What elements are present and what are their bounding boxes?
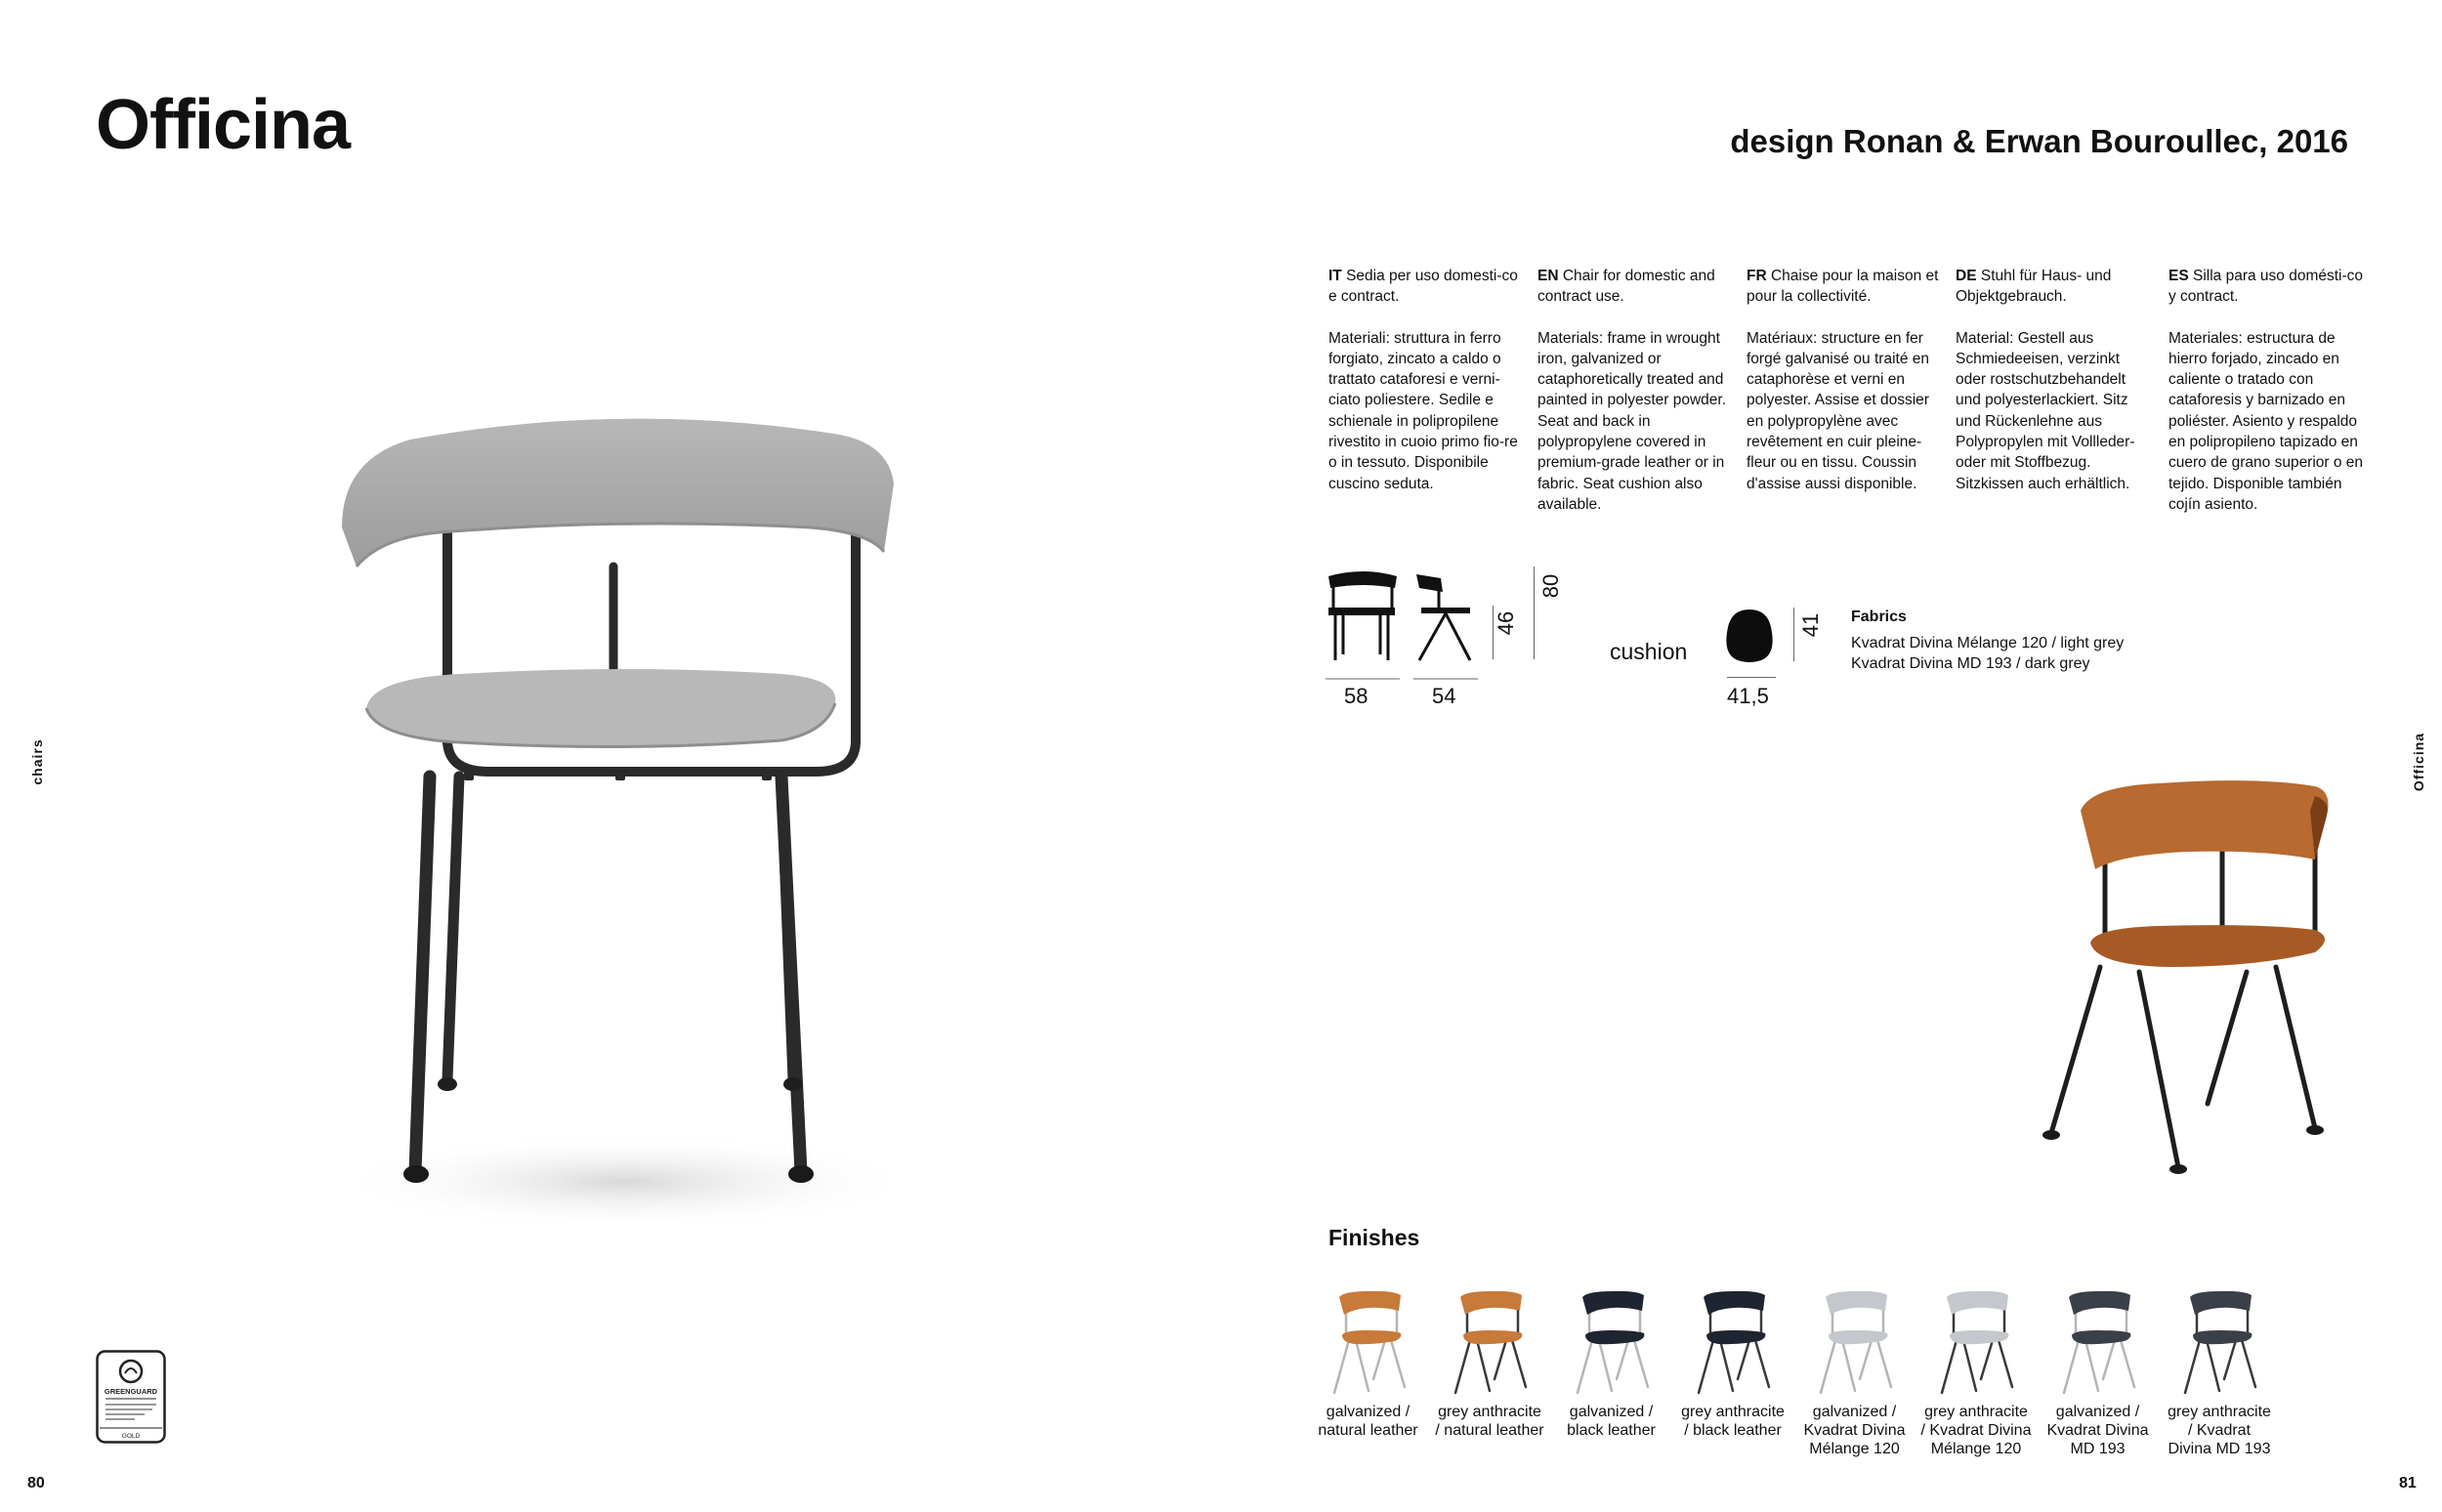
dim-cushion-height: 41: [1798, 612, 1824, 638]
finish-option-5: [1793, 1289, 1916, 1458]
finish-chair-thumbnail: [2175, 1289, 2263, 1397]
designer-credit: design Ronan & Erwan Bouroullec, 2016: [1730, 123, 2348, 159]
height-line: [1534, 567, 1535, 659]
page-number-left: 80: [27, 1475, 45, 1491]
finish-option-1: [1307, 1289, 1429, 1440]
finish-option-6: [1916, 1289, 2038, 1458]
intro-en: Chair for domestic and contract use.: [1537, 268, 1715, 306]
page-number-right: 81: [2399, 1475, 2417, 1491]
cushion-label: cushion: [1610, 639, 1688, 664]
fabric-option: Kvadrat Divina MD 193 / dark grey: [1851, 655, 2090, 672]
dim-cushion-width: 41,5: [1727, 684, 1769, 708]
section-label-right: Officina: [2411, 732, 2426, 792]
page-title: Officina: [96, 86, 351, 164]
intro-de: Stuhl für Haus- und Objektgebrauch.: [1956, 268, 2112, 306]
finish-label-line3: Mélange 120: [1930, 1441, 2022, 1457]
materials-fr: Matériaux: structure en fer forgé galvanisé ou traité en cataphorèse et verni en polyester. Assise et dossier en polypropylène avec revêtement en cuir pleine-fleur ou en tissu. Coussin d'assise aussi disponible.: [1747, 329, 1929, 492]
finish-chair-thumbnail: [1568, 1289, 1656, 1397]
finish-label-line1: grey anthracite: [2168, 1404, 2271, 1420]
finish-label-line2: Kvadrat Divina: [2046, 1422, 2149, 1439]
finish-label-line1: grey anthracite: [1681, 1404, 1785, 1420]
side-view-diagram: [1411, 567, 1480, 684]
dim-height: 80: [1538, 573, 1564, 599]
finish-chair-thumbnail: [1932, 1289, 2020, 1397]
description-it: [1328, 266, 1524, 515]
materials-es: Materiales: estructura de hierro forjado, zincado en caliente o tratado con cataforesis y barnizado en poliéster. Asiento y respaldo en polipropileno tapizado en cuero de grano superior o en tejido. Disponible también cojín asiento.: [2168, 329, 2364, 513]
hero-chair-image: [322, 381, 928, 1260]
materials-en: Materials: frame in wrought iron, galvanized or cataphoretically treated and painted in polyester powder. Seat and back in polypropylene covered in premium-grade leather or in fabric. Seat cushion also available.: [1537, 329, 1727, 513]
finish-label-line2: / natural leather: [1435, 1422, 1544, 1439]
finishes-title: Finishes: [1328, 1225, 1420, 1250]
intro-it: Sedia per uso domesti-co e contract.: [1328, 268, 1518, 306]
description-de: [1956, 266, 2151, 515]
intro-es: Silla para uso domésti-co y contract.: [2168, 268, 2364, 306]
finish-chair-thumbnail: [1689, 1289, 1777, 1397]
finish-label-line1: galvanized /: [1326, 1404, 1410, 1420]
dim-width: 58: [1344, 684, 1368, 708]
dim-seat-height: 46: [1494, 610, 1519, 636]
finish-option-2: [1429, 1289, 1551, 1440]
materials-de: Material: Gestell aus Schmiedeeisen, verzinkt oder rostschutzbehandelt und polyesterlackiert. Sitz und Rückenlehne aus Polypropylen mit Vollleder-oder mit Stoffbezug. Sitzkissen auch erhältlich.: [1956, 329, 2135, 492]
svg-text:GREENGUARD: GREENGUARD: [104, 1387, 158, 1396]
finish-label-line3: MD 193: [2070, 1441, 2126, 1457]
intro-fr: Chaise pour la maison et pour la collectivité.: [1747, 268, 1939, 306]
finish-chair-thumbnail: [1446, 1289, 1534, 1397]
finish-chair-thumbnail: [1325, 1289, 1412, 1397]
finish-chair-thumbnail: [2054, 1289, 2142, 1397]
finish-option-4: [1672, 1289, 1794, 1440]
cushion-width-line: [1727, 677, 1776, 678]
finish-chair-thumbnail: [1811, 1289, 1899, 1397]
cushion-height-line: [1793, 608, 1794, 661]
finish-label-line1: grey anthracite: [1924, 1404, 2028, 1420]
materials-it: Materiali: struttura in ferro forgiato, zincato a caldo o trattato cataforesi e verni-ciato poliestere. Sedile e schienale in polipropilene rivestito in cuoio primo fio-re o in tessuto. Disponibile cuscino seduta.: [1328, 329, 1518, 492]
finish-label-line1: galvanized /: [2055, 1404, 2140, 1420]
finish-label-line2: / Kvadrat: [2187, 1422, 2252, 1439]
lang-code-fr: FR: [1747, 268, 1767, 284]
leather-chair-image: [2022, 772, 2354, 1192]
description-en: [1537, 266, 1733, 535]
lang-code-es: ES: [2168, 268, 2189, 284]
dim-depth: 54: [1432, 684, 1456, 708]
finish-label-line1: galvanized /: [1569, 1404, 1654, 1420]
description-es: [2168, 266, 2364, 535]
cushion-diagram: [1722, 608, 1777, 664]
front-view-diagram: [1324, 567, 1402, 684]
description-fr: [1747, 266, 1942, 515]
finish-label-line3: Mélange 120: [1809, 1441, 1900, 1457]
finish-label-line2: / black leather: [1684, 1422, 1782, 1439]
finish-label-line1: galvanized /: [1812, 1404, 1897, 1420]
finish-label-line3: Divina MD 193: [2168, 1441, 2271, 1457]
finish-label-line2: Kvadrat Divina: [1803, 1422, 1906, 1439]
fabrics-title: Fabrics: [1851, 609, 1907, 625]
finish-label-line2: / Kvadrat Divina: [1920, 1422, 2032, 1439]
finish-label-line2: natural leather: [1318, 1422, 1418, 1439]
finish-option-7: [2037, 1289, 2159, 1458]
greenguard-certification-logo: [96, 1350, 166, 1444]
finish-option-3: [1550, 1289, 1672, 1440]
lang-code-it: IT: [1328, 268, 1342, 284]
finish-option-8: [2159, 1289, 2281, 1458]
finish-label-line1: grey anthracite: [1438, 1404, 1541, 1420]
section-label-left: chairs: [29, 738, 45, 785]
svg-text:GOLD: GOLD: [121, 1433, 141, 1440]
lang-code-en: EN: [1537, 268, 1559, 284]
fabric-option: Kvadrat Divina Mélange 120 / light grey: [1851, 635, 2125, 651]
finish-label-line2: black leather: [1567, 1422, 1656, 1439]
lang-code-de: DE: [1956, 268, 1977, 284]
